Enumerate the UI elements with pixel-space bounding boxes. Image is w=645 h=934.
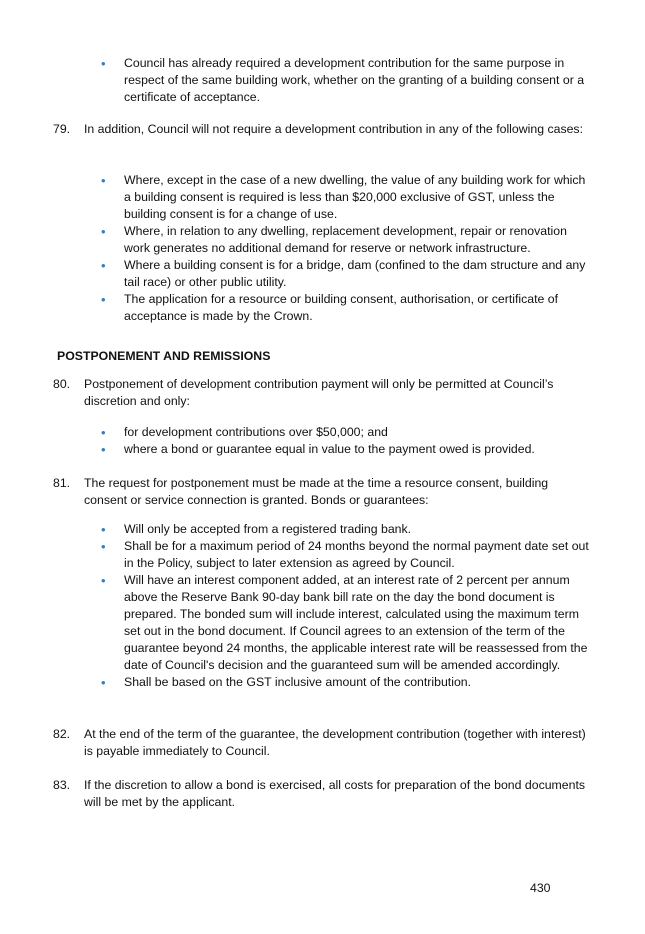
clause-text: In addition, Council will not require a development contribution in any of the following cases: bbox=[84, 122, 583, 136]
bullet-text: Where, except in the case of a new dwelling, the value of any building work for which a building consent is required is less than $20,000 exclusive of GST, unless the building consent is for a change of use. bbox=[124, 173, 586, 221]
clause-82 bbox=[0, 726, 645, 760]
bullet-text: Will only be accepted from a registered trading bank. bbox=[124, 522, 412, 536]
bullet-text: Shall be based on the GST inclusive amount of the contribution. bbox=[124, 675, 472, 689]
list-item bbox=[0, 521, 594, 538]
list-item bbox=[0, 572, 594, 674]
bullet-text: Council has already required a development contribution for the same purpose in respect of the same building work, whether on the granting of a building consent or a certificate of acceptance. bbox=[124, 56, 585, 104]
clause-80 bbox=[0, 376, 645, 410]
bullet-text: Will have an interest component added, at an interest rate of 2 percent per annum above the Reserve Bank 90-day bank bill rate on the day the bond document is prepared. The bonded sum will include interest, calculated using the maximum term set out in the bond document. If Council agrees to an extension of the term of the guarantee beyond 24 months, the applicable interest rate will be reassessed from the date of Council's decision and the guaranteed sum will be amended accordingly. bbox=[124, 573, 588, 672]
clause-number: 81. bbox=[53, 476, 71, 490]
clause-number: 83. bbox=[53, 778, 71, 792]
clause-79 bbox=[0, 121, 645, 138]
list-item bbox=[0, 674, 594, 691]
list-item bbox=[0, 538, 594, 572]
top-bullet-list bbox=[0, 55, 645, 106]
bullet-text: Shall be for a maximum period of 24 months beyond the normal payment date set out in the Policy, subject to later extension as agreed by Council. bbox=[124, 539, 589, 570]
clause-81-bullets bbox=[0, 521, 645, 691]
bullet-icon: • bbox=[101, 173, 106, 188]
bullet-text: for development contributions over $50,000; and bbox=[124, 425, 388, 439]
clause-number: 82. bbox=[53, 727, 71, 741]
bullet-icon: • bbox=[101, 292, 106, 307]
clause-number: 80. bbox=[53, 377, 71, 391]
clause-text: The request for postponement must be made at the time a resource consent, building consent or service connection is granted. Bonds or guarantees: bbox=[84, 476, 549, 507]
clause-text: At the end of the term of the guarantee, the development contribution (together with interest) is payable immediately to Council. bbox=[84, 727, 586, 758]
bullet-icon: • bbox=[101, 56, 106, 71]
bullet-text: Where, in relation to any dwelling, replacement development, repair or renovation work generates no additional demand for reserve or network infrastructure. bbox=[124, 224, 567, 255]
list-item bbox=[0, 257, 594, 291]
bullet-icon: • bbox=[101, 522, 106, 537]
list-item bbox=[0, 424, 594, 441]
bullet-text: Where a building consent is for a bridge, dam (confined to the dam structure and any tail race) or other public utility. bbox=[124, 258, 586, 289]
clause-79-bullets bbox=[0, 172, 645, 325]
bullet-text: The application for a resource or building consent, authorisation, or certificate of acceptance is made by the Crown. bbox=[124, 292, 559, 323]
bullet-icon: • bbox=[101, 425, 106, 440]
bullet-icon: • bbox=[101, 573, 106, 588]
list-item bbox=[0, 172, 594, 223]
clause-81 bbox=[0, 475, 645, 509]
list-item bbox=[0, 55, 594, 106]
bullet-icon: • bbox=[101, 224, 106, 239]
bullet-icon: • bbox=[101, 675, 106, 690]
clause-80-bullets bbox=[0, 424, 645, 458]
list-item bbox=[0, 223, 594, 257]
clause-text: Postponement of development contribution payment will only be permitted at Council’s discretion and only: bbox=[84, 377, 554, 408]
clause-number: 79. bbox=[53, 122, 71, 136]
clause-text: If the discretion to allow a bond is exercised, all costs for preparation of the bond documents will be met by the applicant. bbox=[84, 778, 586, 809]
page-number: 430 bbox=[530, 881, 551, 895]
list-item bbox=[0, 441, 594, 458]
bullet-icon: • bbox=[101, 442, 106, 457]
section-heading: POSTPONEMENT AND REMISSIONS bbox=[57, 349, 271, 363]
clause-83 bbox=[0, 777, 645, 811]
bullet-text: where a bond or guarantee equal in value to the payment owed is provided. bbox=[124, 442, 535, 456]
bullet-icon: • bbox=[101, 539, 106, 554]
bullet-icon: • bbox=[101, 258, 106, 273]
list-item bbox=[0, 291, 594, 325]
